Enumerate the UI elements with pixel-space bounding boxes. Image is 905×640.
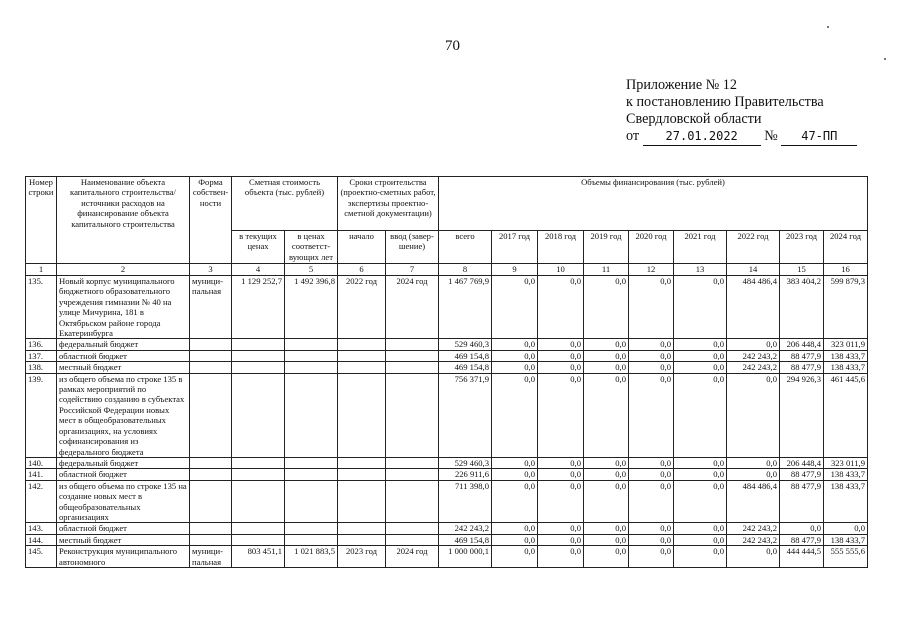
table-cell: 0,0 [727,469,780,480]
column-number: 15 [780,264,824,276]
table-cell: 0,0 [492,523,538,534]
table-cell: 0,0 [629,469,674,480]
column-number: 2 [57,264,190,276]
table-row [26,469,868,480]
table-cell: 323 011,9 [824,457,868,468]
table-cell: 0,0 [674,534,727,545]
table-body [26,276,868,568]
table-cell: 323 011,9 [824,339,868,350]
table-cell: 0,0 [538,339,584,350]
row-number-cell: 144. [26,534,57,545]
table-cell: 0,0 [584,469,629,480]
table-cell: 294 926,3 [780,373,824,457]
table-cell [232,480,285,523]
header-ownership: Форма собствен-ности [190,177,232,264]
table-cell: 0,0 [674,362,727,373]
table-cell [285,523,338,534]
object-name-cell: местный бюджет [57,534,190,545]
table-cell: 0,0 [492,362,538,373]
table-cell: 0,0 [727,457,780,468]
appendix-line2: к постановлению Правительства [626,94,824,110]
table-cell: 555 555,6 [824,546,868,568]
header-estimate: Сметная стоимость объекта (тыс. рублей) [232,177,338,231]
header-volumes: Объемы финансирования (тыс. рублей) [439,177,868,231]
table-cell [386,469,439,480]
column-number: 10 [538,264,584,276]
table-cell: 0,0 [584,480,629,523]
table-cell [285,350,338,361]
table-cell: 206 448,4 [780,339,824,350]
table-cell: 226 911,6 [439,469,492,480]
table-cell [232,339,285,350]
table-cell: 2023 год [338,546,386,568]
table-cell: 711 398,0 [439,480,492,523]
table-cell: 0,0 [629,350,674,361]
table-cell [285,469,338,480]
appendix-block [626,77,857,146]
table-cell: 0,0 [629,362,674,373]
row-number-cell: 135. [26,276,57,339]
table-cell: 2024 год [386,546,439,568]
table-cell: 0,0 [584,546,629,568]
column-number: 4 [232,264,285,276]
table-cell: 0,0 [584,373,629,457]
appendix-title: Приложение № 12 [626,77,737,93]
table-cell: 0,0 [584,523,629,534]
table-cell: 0,0 [492,457,538,468]
table-cell [386,523,439,534]
table-cell [386,457,439,468]
table-cell [338,339,386,350]
table-cell: 0,0 [584,362,629,373]
table-cell [386,373,439,457]
table-cell: 0,0 [674,480,727,523]
table-cell [386,350,439,361]
table-cell [386,534,439,545]
table-cell [232,534,285,545]
table-row [26,546,868,568]
header-row-number: Номер строки [26,177,57,264]
object-name-cell: областной бюджет [57,469,190,480]
object-name-cell: из общего объема по строке 135 в рамках мероприятий по содействию созданию в субъектах Российской Федерации новых мест в общеобразовательных организациях, на условиях софинансирования из федерального бюджета [57,373,190,457]
table-cell: 1 021 883,5 [285,546,338,568]
column-number: 1 [26,264,57,276]
scan-speck [827,26,829,28]
table-row [26,339,868,350]
object-name-cell: Новый корпус муниципального бюджетного образовательного учреждения гимназии № 40 на улице Мичурина, 181 в Октябрьском районе города Екатеринбурга [57,276,190,339]
header-estimate-current: в текущих ценах [232,231,285,264]
table-cell: 0,0 [727,373,780,457]
table-cell: 242 243,2 [439,523,492,534]
table-cell [190,480,232,523]
table-cell: 0,0 [492,276,538,339]
row-number-cell: 137. [26,350,57,361]
table-cell: 0,0 [629,373,674,457]
table-cell [338,523,386,534]
financing-table [25,176,868,568]
table-cell [190,373,232,457]
table-cell: 0,0 [492,480,538,523]
table-cell: 0,0 [492,546,538,568]
row-number-cell: 143. [26,523,57,534]
table-row [26,276,868,339]
table-cell: 0,0 [492,469,538,480]
row-number-cell: 139. [26,373,57,457]
table-cell: 138 433,7 [824,469,868,480]
table-cell: 0,0 [584,276,629,339]
table-cell: 0,0 [629,534,674,545]
table-cell: 0,0 [629,546,674,568]
header-year: 2020 год [629,231,674,264]
table-cell: 0,0 [584,339,629,350]
header-total: всего [439,231,492,264]
document-number: 47-ПП [781,128,857,146]
row-number-cell: 142. [26,480,57,523]
table-cell: 88 477,9 [780,362,824,373]
column-number: 13 [674,264,727,276]
table-cell: 0,0 [780,523,824,534]
table-cell: 242 243,2 [727,534,780,545]
header-terms: Сроки строительства (проектно-сметных работ, экспертизы проектно-сметной документации) [338,177,439,231]
table-cell [285,362,338,373]
table-cell: 1 129 252,7 [232,276,285,339]
column-numbers-row [26,264,868,276]
table-cell: 1 492 396,8 [285,276,338,339]
table-cell [285,480,338,523]
column-number: 9 [492,264,538,276]
table-cell: 242 243,2 [727,362,780,373]
table-cell [338,534,386,545]
table-cell: 0,0 [674,523,727,534]
table-cell [285,339,338,350]
column-number: 8 [439,264,492,276]
table-cell: 0,0 [538,534,584,545]
table-cell: муници-пальная [190,276,232,339]
row-number-cell: 141. [26,469,57,480]
table-cell [190,523,232,534]
table-cell [386,339,439,350]
appendix-line3: Свердловской области [626,111,762,127]
table-cell: 0,0 [727,546,780,568]
table-cell: 0,0 [538,362,584,373]
table-cell: 138 433,7 [824,480,868,523]
table-cell [190,350,232,361]
table-cell: 444 444,5 [780,546,824,568]
table-cell: 0,0 [584,457,629,468]
column-number: 16 [824,264,868,276]
table-cell [386,362,439,373]
column-number: 7 [386,264,439,276]
table-cell: 242 243,2 [727,523,780,534]
header-year: 2023 год [780,231,824,264]
appendix-date-line [626,128,857,146]
header-year: 2024 год [824,231,868,264]
column-number: 14 [727,264,780,276]
table-cell: 0,0 [674,546,727,568]
table-cell [232,457,285,468]
table-cell [190,362,232,373]
table-cell: 461 445,6 [824,373,868,457]
table-cell: 0,0 [538,523,584,534]
table-cell: 0,0 [538,276,584,339]
table-cell: 0,0 [674,373,727,457]
table-cell [190,457,232,468]
table-cell: 0,0 [629,457,674,468]
table-cell [338,362,386,373]
row-number-cell: 138. [26,362,57,373]
table-cell: 383 404,2 [780,276,824,339]
table-cell [338,457,386,468]
table-cell: 88 477,9 [780,534,824,545]
header-year: 2022 год [727,231,780,264]
table-cell: 0,0 [674,457,727,468]
table-cell: 0,0 [629,276,674,339]
table-cell: 1 000 000,1 [439,546,492,568]
table-cell: 0,0 [674,469,727,480]
table-cell: 0,0 [538,457,584,468]
table-cell: 2022 год [338,276,386,339]
table-row [26,480,868,523]
table-row [26,534,868,545]
table-cell [285,534,338,545]
table-cell: 0,0 [584,350,629,361]
header-object-name: Наименование объекта капитального строительства/ источники расходов на финансирование объекта капитального строительства [57,177,190,264]
table-cell: 469 154,8 [439,362,492,373]
table-cell: 484 486,4 [727,276,780,339]
document-date: 27.01.2022 [643,128,761,146]
row-number-cell: 140. [26,457,57,468]
table-cell: 529 460,3 [439,339,492,350]
table-cell: 0,0 [538,546,584,568]
table-cell: 756 371,9 [439,373,492,457]
table-cell: 1 467 769,9 [439,276,492,339]
table-cell [190,534,232,545]
table-cell: 0,0 [674,339,727,350]
from-label: от [626,128,640,144]
table-cell: 529 460,3 [439,457,492,468]
row-number-cell: 136. [26,339,57,350]
table-cell: 0,0 [629,339,674,350]
object-name-cell: федеральный бюджет [57,457,190,468]
scan-speck [884,58,886,60]
table-cell [338,480,386,523]
table-cell: 0,0 [674,350,727,361]
table-cell: 0,0 [492,534,538,545]
table-row [26,373,868,457]
row-number-cell: 145. [26,546,57,568]
table-cell [386,480,439,523]
column-number: 3 [190,264,232,276]
table-cell: 0,0 [629,480,674,523]
table-cell: 469 154,8 [439,350,492,361]
table-row [26,362,868,373]
table-cell [232,469,285,480]
table-cell: 0,0 [584,534,629,545]
table-cell: 484 486,4 [727,480,780,523]
table-cell [338,350,386,361]
header-term-start: начало [338,231,386,264]
table-cell: 599 879,3 [824,276,868,339]
table-cell: муници-пальная [190,546,232,568]
table-cell: 803 451,1 [232,546,285,568]
table-cell [285,373,338,457]
table-cell: 2024 год [386,276,439,339]
object-name-cell: областной бюджет [57,350,190,361]
table-cell: 0,0 [538,480,584,523]
table-row [26,457,868,468]
table-cell: 138 433,7 [824,534,868,545]
table-cell [338,469,386,480]
header-year: 2019 год [584,231,629,264]
table-cell [232,362,285,373]
table-cell: 0,0 [727,339,780,350]
table-cell: 0,0 [538,373,584,457]
table-cell: 0,0 [492,373,538,457]
table-cell: 206 448,4 [780,457,824,468]
table-cell: 0,0 [538,350,584,361]
table-cell: 242 243,2 [727,350,780,361]
table-cell: 0,0 [492,339,538,350]
table-cell: 138 433,7 [824,362,868,373]
table-cell: 0,0 [629,523,674,534]
header-term-end: ввод (завер-шение) [386,231,439,264]
table-row [26,523,868,534]
header-year: 2017 год [492,231,538,264]
object-name-cell: местный бюджет [57,362,190,373]
object-name-cell: из общего объема по строке 135 на создание новых мест в общеобразовательных организациях [57,480,190,523]
object-name-cell: Реконструкция муниципального автономного [57,546,190,568]
object-name-cell: федеральный бюджет [57,339,190,350]
table-cell: 88 477,9 [780,480,824,523]
table-cell: 88 477,9 [780,469,824,480]
table-cell: 138 433,7 [824,350,868,361]
object-name-cell: областной бюджет [57,523,190,534]
table-cell: 0,0 [492,350,538,361]
column-number: 12 [629,264,674,276]
table-row [26,350,868,361]
table-cell [190,339,232,350]
table-cell [232,373,285,457]
header-estimate-relevant: в ценах соответст-вующих лет [285,231,338,264]
column-number: 5 [285,264,338,276]
table-cell [338,373,386,457]
header-year: 2018 год [538,231,584,264]
table-cell [285,457,338,468]
column-number: 11 [584,264,629,276]
table-cell: 0,0 [824,523,868,534]
table-cell: 0,0 [538,469,584,480]
number-label: № [764,128,778,144]
column-number: 6 [338,264,386,276]
header-year: 2021 год [674,231,727,264]
table-cell: 469 154,8 [439,534,492,545]
page-number: 70 [445,38,460,54]
table-cell [232,523,285,534]
table-cell: 0,0 [674,276,727,339]
table-cell [190,469,232,480]
table-cell [232,350,285,361]
table-cell: 88 477,9 [780,350,824,361]
